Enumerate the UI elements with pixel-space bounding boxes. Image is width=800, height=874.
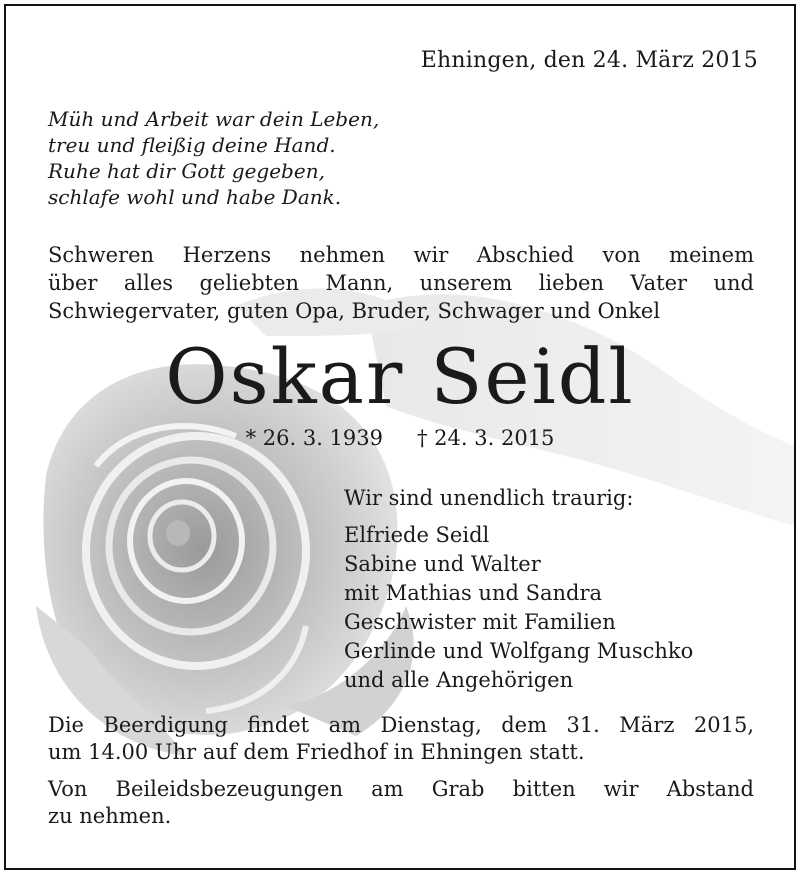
verse-line: Müh und Arbeit war dein Leben, — [48, 107, 380, 131]
intro-line: Schweren Herzens nehmen wir Abschied von meinem — [48, 243, 754, 267]
life-dates — [6, 426, 794, 450]
funeral-line: um 14.00 Uhr auf dem Friedhof in Ehningen statt. — [48, 740, 585, 764]
mourners-lead: Wir sind unendlich traurig: — [344, 486, 634, 510]
funeral-info — [48, 712, 754, 766]
verse-line: Ruhe hat dir Gott gegeben, — [48, 159, 325, 183]
mourner-name: und alle Angehörigen — [344, 668, 574, 692]
farewell-intro — [48, 241, 754, 325]
mourner-name: Gerlinde und Wolfgang Muschko — [344, 639, 694, 663]
verse-line: treu und fleißig deine Hand. — [48, 133, 336, 157]
obituary-notice — [4, 4, 796, 870]
condolence-note — [48, 776, 754, 830]
funeral-line: Die Beerdigung findet am Dienstag, dem 31. März 2015, — [48, 713, 754, 737]
mourners-list — [344, 484, 693, 695]
mourner-name: Elfriede Seidl — [344, 523, 490, 547]
place-and-date: Ehningen, den 24. März 2015 — [420, 48, 758, 73]
mourner-name: Sabine und Walter — [344, 552, 541, 576]
death-date: † 24. 3. 2015 — [417, 426, 555, 450]
mourner-name: Geschwister mit Familien — [344, 610, 616, 634]
deceased-name: Oskar Seidl — [165, 332, 635, 421]
birth-date: * 26. 3. 1939 — [245, 426, 383, 450]
mourner-name: mit Mathias und Sandra — [344, 581, 603, 605]
intro-line: Schwiegervater, guten Opa, Bruder, Schwager und Onkel — [48, 299, 661, 323]
intro-line: über alles geliebten Mann, unserem lieben Vater und — [48, 271, 754, 295]
condolence-line: zu nehmen. — [48, 804, 172, 828]
verse-line: schlafe wohl und habe Dank. — [48, 185, 342, 209]
memorial-verse — [48, 106, 379, 210]
condolence-line: Von Beileidsbezeugungen am Grab bitten wir Abstand — [48, 777, 754, 801]
